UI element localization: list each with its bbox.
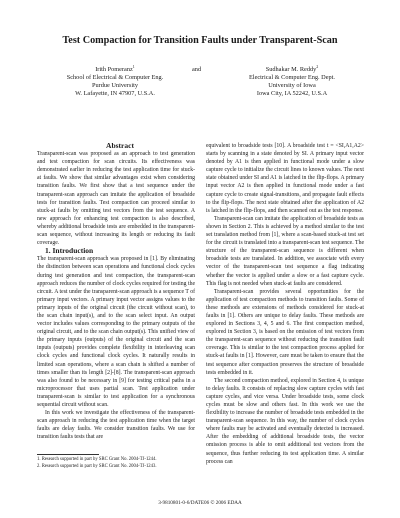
body-paragraph: The transparent-scan approach was proposed in [1]. By eliminating the distinction between scan operations and functional clock cycles during test generation and test compaction, the transparent-scan approach reduces the number of clock cycles required for testing the circuit. A test under the transparent-scan approach is a sequence T of primary input vectors. A primary input vector assigns values to the primary inputs of the original circuit (the circuit without scan), to the scan chain input(s), and to the scan select input. An output vector includes values corresponding to the primary outputs of the original circuit, and to the scan chain output(s). This unified view of the primary inputs (outputs) of the original circuit and the scan inputs (outputs) provides complete flexibility in interleaving scan clock cycles and functional clock cycles. It naturally results in limited scan operations, where a scan chain is shifted a number of times smaller than its length [2]-[8]. The transparent-scan approach was also found to be necessary in [9] for testing critical paths in a microprocessor that uses partial scan. Test application under transparent-scan is similar to test application for a synchronous sequential circuit without scan. — [37, 256, 195, 408]
body-paragraph: equivalent to broadside tests [10]. A broadside test t = <SI,A1,A2> starts by scanning in a state denoted by SI. A primary input vector denoted by A1 is then applied in functional mode under a slow capture cycle to initialize the circuit lines to known values. The next state obtained under SI and A1 is latched in the flip-flops. A primary input vector A2 is then applied in functional mode under a fast capture cycle to create signal-transitions, and propagate fault effects to the flip-flops. The next state obtained after the application of A2 is latched in the flip-flops, and then scanned out as the test response. — [206, 143, 364, 214]
author-name: Sudhakar M. Reddy$^2$ — [265, 63, 319, 73]
abstract-text: Transparent-scan was proposed as an approach to test generation and test compaction for scan circuits. Its effectiveness was demonstrated earlier in reducing the test application time for stuck-at faults. We show that similar advantages exist when considering transition faults. We first show that a test sequence under the transparent-scan approach can imitate the application of broadside tests for transition faults. Test compaction can proceed similar to stuck-at faults by omitting test vectors from the test sequence. A new approach for enhancing test compaction is also described, whereby additional broadside tests are embedded in the transparent-scan sequence, without increasing its length or reducing its fault coverage. — [37, 151, 195, 247]
body-paragraph: The second compaction method, explored in Section 4, is unique to delay faults. It consists of replacing slow capture cycles with fast capture cycles, and vice versa. Under broadside tests, some clock cycles must be slow and others fast. In this work we use the flexibility to increase the number of broadside tests embedded in the transparent-scan sequence. In this way, the number of clock cycles where faults may be activated and eventually detected is increased. After the embedding of additional broadside tests, the vector omission process is able to omit additional test vectors from the sequence, thus further reducing its test application time. A similar process can — [206, 377, 364, 465]
body-paragraph: Transparent-scan can imitate the application of broadside tests as shown in Section 2. This is achieved by a method similar to the test set translation method from [1], where a scan-based stuck-at test set for the circuit is translated into a transparent-scan test sequence. The structure of the transparent-scan sequence is different when broadside tests are translated. In addition, we associate with every vector of the transparent-scan test sequence a flag indicating whether the vector is applied under a slow or a fast capture cycle. This flag is not needed when stuck-at faults are considered. — [206, 215, 364, 287]
author-affiliation: School of Electrical & Computer Eng. — [66, 74, 164, 82]
isbn-footer: 3-9810801-0-6/DATE06 © 2006 EDAA — [158, 500, 242, 506]
author-affiliation: Electrical & Computer Eng. Dept. — [248, 74, 336, 82]
author-affiliation: W. Lafayette, IN 47907, U.S.A. — [75, 90, 155, 98]
abstract-heading: Abstract — [106, 141, 134, 150]
body-paragraph: In this work we investigate the effectiveness of the transparent-scan approach in reducing the test application time when the target faults are delay faults. We consider transition faults. We use for transition faults tests that are — [37, 410, 195, 441]
section-heading-introduction: 1. Introduction — [45, 246, 94, 256]
paper-title: Test Compaction for Transition Faults under Transparent-Scan — [62, 35, 338, 46]
left-column — [37, 142, 195, 441]
author-block-1 — [55, 63, 175, 98]
authors-conjunction: and — [192, 66, 202, 73]
footnote: 2. Research supported in part by SRC Grant No. 2004-TJ-1243. — [37, 464, 157, 469]
footnote: 1. Research supported in part by SRC Grant No. 2004-TJ-1244. — [37, 457, 157, 462]
body-paragraph: Transparent-scan provides several opportunities for the application of test compaction methods to transition faults. Some of these methods are extensions of methods considered for stuck-at faults in [1]. Others are unique to delay faults. These methods are explored in Sections 3, 4, 5 and 6. The first compaction method, explored in Section 3, is based on the omission of test vectors from the transparent-scan sequence without reducing the transition fault coverage. This is similar to the test compaction process applied for stuck-at faults in [1]. However, care must be taken to ensure that the test sequence after compaction preserves the structure of broadside tests embedded in it. — [206, 288, 364, 376]
author-name: Irith Pomeranz$^1$ — [95, 63, 135, 73]
author-affiliation: Iowa City, IA 52242, U.S.A — [256, 90, 328, 98]
footnote-rule — [37, 454, 99, 455]
author-block-2 — [232, 63, 352, 98]
author-affiliation: University of Iowa — [268, 82, 316, 90]
author-affiliation: Purdue University — [92, 82, 138, 90]
right-column — [206, 142, 364, 466]
